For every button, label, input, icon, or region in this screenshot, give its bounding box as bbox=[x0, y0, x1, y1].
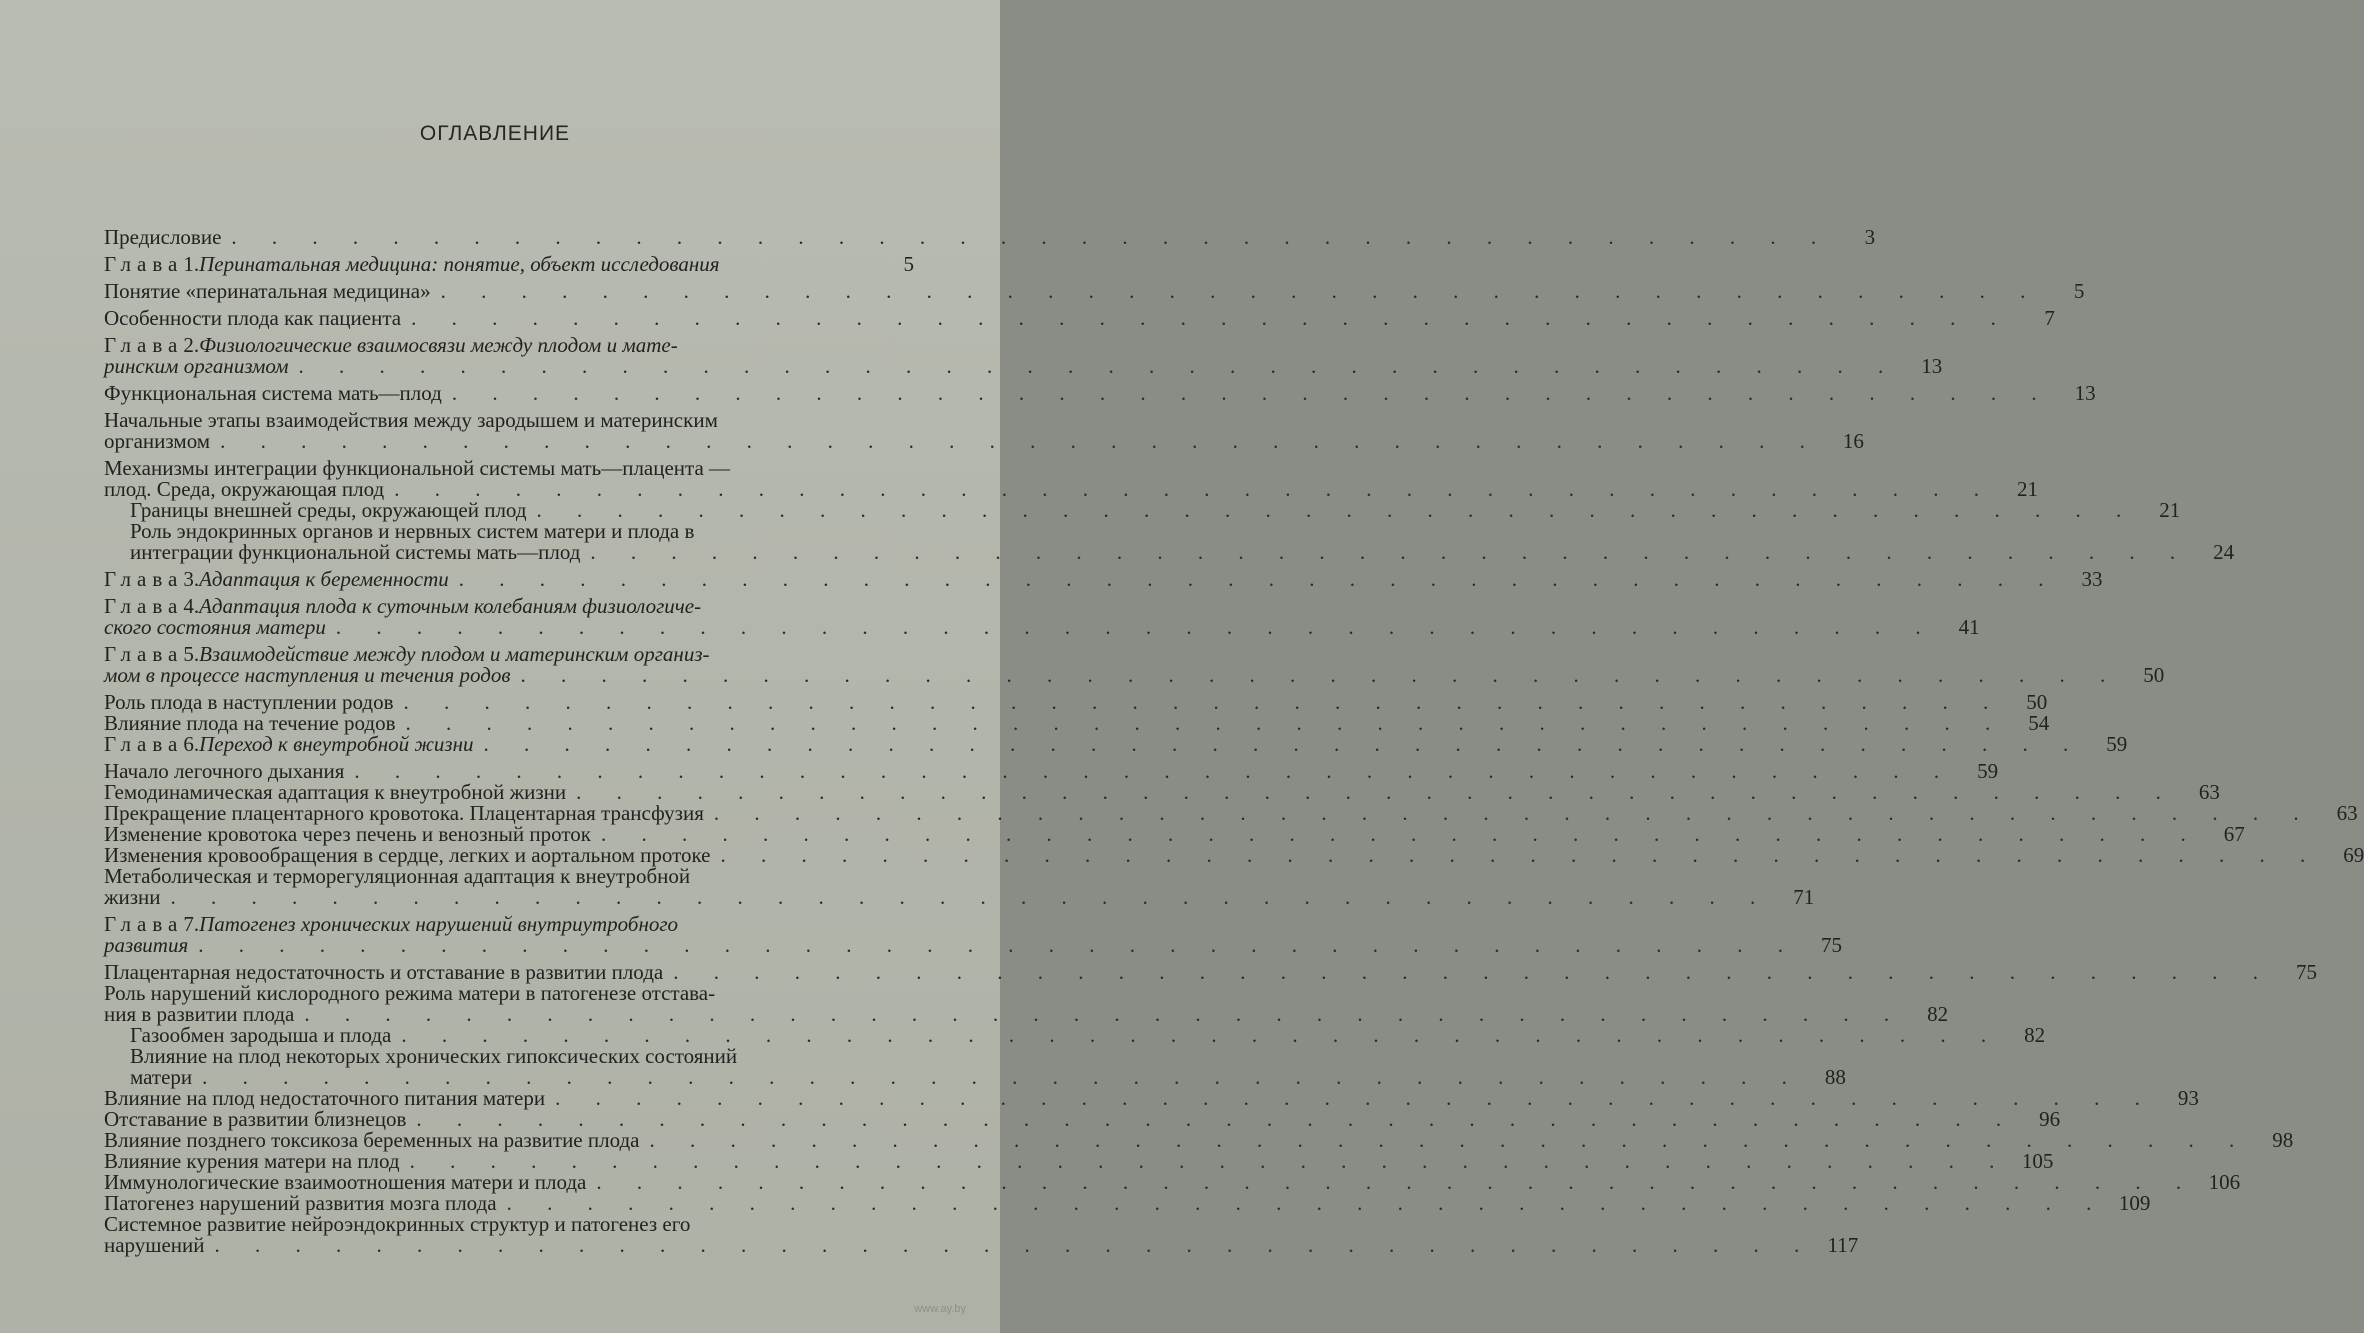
toc-line bbox=[104, 663, 2165, 687]
entry-title-line: Влияние курения матери на плод bbox=[104, 1149, 400, 1173]
entry-title-line: Отставание в развитии близнецов bbox=[104, 1107, 407, 1131]
toc-line bbox=[104, 801, 2358, 825]
chapter-word: Глава bbox=[104, 252, 184, 276]
page-number: 93 bbox=[2177, 1086, 2199, 1110]
toc-entry bbox=[104, 1107, 2061, 1131]
page-number: 75 bbox=[1821, 933, 1842, 957]
entry-title-line: Гемодинамическая адаптация к внеутробной жизни bbox=[104, 780, 567, 804]
entry-title-line: Взаимодействие между плодом и материнским организ- bbox=[199, 642, 710, 666]
entry-title-line: Влияние на плод недостаточного питания матери bbox=[104, 1086, 546, 1110]
entry-title-line: Понятие «перинатальная медицина» bbox=[104, 279, 431, 303]
toc-line bbox=[104, 225, 1876, 249]
page-number: 105 bbox=[2021, 1149, 2054, 1173]
chapter-number: 3. bbox=[183, 567, 200, 591]
toc-line bbox=[104, 498, 2181, 522]
dot-leader: . . . . . . . . . . . . . . . . . . . . . . . . . . . . . . . . . . . . . . . . bbox=[451, 381, 2052, 405]
toc-line bbox=[104, 1149, 2054, 1173]
page-number: 106 bbox=[2208, 1170, 2241, 1194]
dot-leader: . . . . . . . . . . . . . . . . . . . . . . . . . . . . . . . . . . . . . . . . bbox=[354, 759, 1955, 783]
page-number: 54 bbox=[2028, 711, 2050, 735]
chapter-word: Глава bbox=[104, 333, 184, 357]
toc-entry bbox=[104, 306, 2055, 330]
toc-line bbox=[104, 843, 2364, 867]
entry-title-line: Изменения кровообращения в сердце, легких и аортальном протоке bbox=[104, 843, 711, 867]
entry-title-line: Начало легочного дыхания bbox=[104, 759, 345, 783]
page-number: 82 bbox=[2024, 1023, 2046, 1047]
page-number: 5 bbox=[903, 252, 914, 276]
page-number: 109 bbox=[2118, 1191, 2151, 1215]
entry-title-line: Адаптация плода к суточным колебаниям физиологиче- bbox=[199, 594, 702, 618]
entry-title-line: Механизмы интеграции функциональной системы мать—плацента — bbox=[104, 456, 731, 480]
toc-line bbox=[104, 254, 914, 275]
entry-title-line: организмом bbox=[104, 429, 211, 453]
page-number: 59 bbox=[2106, 732, 2128, 756]
dot-leader: . . . . . . . . . . . . . . . . . . . . . . . . . . . . . . . . . . . . . . . . bbox=[555, 1086, 2155, 1110]
page-number: 117 bbox=[1827, 1233, 1859, 1257]
dot-leader: . . . . . . . . . . . . . . . . . . . . . . . . . . . . . . . . . . . . . . . . bbox=[458, 567, 2059, 591]
toc-entry bbox=[104, 690, 2048, 714]
entry-title-line: Влияние плода на течение родов bbox=[104, 711, 396, 735]
entry-title-line: ринским организмом bbox=[104, 354, 289, 378]
entry-title-line: ния в развитии плода bbox=[104, 1002, 295, 1026]
entry-title-line: развития bbox=[104, 933, 189, 957]
toc-line bbox=[104, 306, 2055, 330]
toc-line bbox=[104, 690, 2048, 714]
page-number: 33 bbox=[2081, 567, 2103, 591]
toc-line bbox=[104, 1065, 1846, 1089]
toc-line bbox=[104, 1128, 2294, 1152]
dot-leader: . . . . . . . . . . . . . . . . . . . . . . . . . . . . . . . . . . . . . . . . bbox=[506, 1191, 2107, 1215]
chapter-word: Глава bbox=[104, 567, 184, 591]
dot-leader: . . . . . . . . . . . . . . . . . . . . . . . . . . . . . . . . . . . . . . . . bbox=[411, 306, 2011, 330]
dot-leader: . . . . . . . . . . . . . . . . . . . . . . . . . . . . . . . . . . . . . . . . bbox=[202, 1065, 1802, 1089]
page-number: 13 bbox=[1921, 354, 1943, 378]
page-number: 7 bbox=[2044, 306, 2055, 330]
table-of-contents bbox=[104, 225, 2364, 1257]
toc-entry bbox=[104, 864, 1815, 909]
page-number: 21 bbox=[2159, 498, 2181, 522]
dot-leader: . . . . . . . . . . . . . . . . . . . . . . . . . . . . . . . . . . . . . . . . bbox=[198, 933, 1798, 957]
chapter-word: Глава bbox=[104, 594, 184, 618]
dot-leader: . . . . . . . . . . . . . . . . . . . . . . . . . . . . . . . . . . . . . . . . bbox=[673, 960, 2273, 984]
toc-line bbox=[104, 780, 2220, 804]
dot-leader: . . . . . . . . . . . . . . . . . . . . . . . . . . . . . . . . . . . . . . . . bbox=[590, 540, 2191, 564]
page-number: 16 bbox=[1842, 429, 1864, 453]
toc-entry bbox=[104, 960, 2317, 984]
entry-title-line: Предисловие bbox=[104, 225, 222, 249]
toc-line bbox=[104, 1233, 1859, 1257]
chapter-word: Глава bbox=[104, 732, 184, 756]
dot-leader: . . . . . . . . . . . . . . . . . . . . . . . . . . . . . . . . . . . . . . . . bbox=[483, 732, 2084, 756]
entry-title-line: интеграции функциональной системы мать—плод bbox=[130, 540, 581, 564]
entry-title-line: Патогенез хронических нарушений внутриутробного bbox=[199, 912, 679, 936]
entry-title-line: Прекращение плацентарного кровотока. Плацентарная трансфузия bbox=[104, 801, 704, 825]
entry-title-line: нарушений bbox=[104, 1233, 205, 1257]
entry-title-line: Влияние на плод некоторых хронических гипоксических состояний bbox=[130, 1044, 738, 1068]
toc-line bbox=[104, 644, 914, 665]
toc-chapter-entry bbox=[104, 594, 1980, 639]
entry-title-line: Влияние позднего токсикоза беременных на развитие плода bbox=[104, 1128, 640, 1152]
dot-leader: . . . . . . . . . . . . . . . . . . . . . . . . . . . . . . . . . . . . . . . . bbox=[649, 1128, 2250, 1152]
toc-line bbox=[104, 1023, 2046, 1047]
toc-entry bbox=[104, 822, 2245, 846]
toc-line bbox=[104, 381, 2096, 405]
dot-leader: . . . . . . . . . . . . . . . . . . . . . . . . . . . . . . . . . . . . . . . . bbox=[304, 1002, 1905, 1026]
dot-leader: . . . . . . . . . . . . . . . . . . . . . . . . . . . . . . . . . . . . . . . . bbox=[231, 225, 1832, 249]
page-number: 3 bbox=[1864, 225, 1876, 249]
toc-line bbox=[104, 521, 914, 542]
chapter-number: 5. bbox=[183, 642, 200, 666]
toc-entry bbox=[104, 519, 2235, 564]
toc-entry bbox=[104, 279, 2085, 303]
chapter-word: Глава bbox=[104, 642, 184, 666]
toc-line bbox=[104, 1107, 2061, 1131]
dot-leader: . . . . . . . . . . . . . . . . . . . . . . . . . . . . . . . . . . . . . . . . bbox=[403, 690, 2004, 714]
toc-entry bbox=[104, 1191, 2151, 1215]
page-number: 5 bbox=[2073, 279, 2085, 303]
page-number: 67 bbox=[2223, 822, 2245, 846]
dot-leader: . . . . . . . . . . . . . . . . . . . . . . . . . . . . . . . . . . . . . . . . bbox=[520, 663, 2121, 687]
entry-title-line: Газообмен зародыша и плода bbox=[130, 1023, 392, 1047]
dot-leader: . . . . . . . . . . . . . . . . . . . . . . . . . . . . . . . . . . . . . . . . bbox=[170, 885, 1771, 909]
toc-entry bbox=[104, 1128, 2294, 1152]
dot-leader: . . . . . . . . . . . . . . . . . . . . . . . . . . . . . . . . . . . . . . . . bbox=[409, 1149, 2010, 1173]
page-number: 50 bbox=[2026, 690, 2048, 714]
toc-entry bbox=[104, 801, 2358, 825]
dot-leader: . . . . . . . . . . . . . . . . . . . . . . . . . . . . . . . . . . . . . . . . bbox=[720, 843, 2321, 867]
entry-title-line: Адаптация к беременности bbox=[199, 567, 449, 591]
page-number: 88 bbox=[1824, 1065, 1846, 1089]
toc-entry bbox=[104, 1086, 2199, 1110]
toc-line bbox=[104, 759, 1999, 783]
toc-line bbox=[104, 1002, 1949, 1026]
toc-chapter-entry bbox=[104, 732, 2128, 756]
entry-title-line: жизни bbox=[104, 885, 161, 909]
toc-line bbox=[104, 596, 914, 617]
dot-leader: . . . . . . . . . . . . . . . . . . . . . . . . . . . . . . . . . . . . . . . . bbox=[220, 429, 1820, 453]
entry-title-line: плод. Среда, окружающая плод bbox=[104, 477, 385, 501]
entry-title-line: Иммунологические взаимоотношения матери и плода bbox=[104, 1170, 587, 1194]
toc-chapter-entry bbox=[104, 254, 914, 275]
entry-title-line: Роль эндокринных органов и нервных систем матери и плода в bbox=[130, 519, 695, 543]
toc-entry bbox=[104, 843, 2364, 867]
page-number: 24 bbox=[2213, 540, 2235, 564]
chapter-number: 7. bbox=[183, 912, 200, 936]
toc-line bbox=[104, 567, 2103, 591]
page-title: ОГЛАВЛЕНИЕ bbox=[419, 122, 571, 145]
toc-line bbox=[104, 410, 914, 431]
toc-entry bbox=[104, 759, 1999, 783]
chapter-number: 2. bbox=[183, 333, 200, 357]
entry-title-line: Системное развитие нейроэндокринных структур и патогенез его bbox=[104, 1212, 691, 1236]
toc-line bbox=[104, 335, 914, 356]
toc-chapter-entry bbox=[104, 912, 1842, 957]
page-number: 41 bbox=[1958, 615, 1980, 639]
dot-leader: . . . . . . . . . . . . . . . . . . . . . . . . . . . . . . . . . . . . . . . . bbox=[536, 498, 2137, 522]
toc-line bbox=[104, 1046, 914, 1067]
toc-chapter-entry bbox=[104, 333, 1943, 378]
chapter-word: Глава bbox=[104, 912, 184, 936]
dot-leader: . . . . . . . . . . . . . . . . . . . . . . . . . . . . . . . . . . . . . . . . bbox=[416, 1107, 2017, 1131]
dot-leader: . . . . . . . . . . . . . . . . . . . . . . . . . . . . . . . . . . . . . . . . bbox=[576, 780, 2176, 804]
page-number: 75 bbox=[2295, 960, 2317, 984]
toc-line bbox=[104, 983, 914, 1004]
toc-line bbox=[104, 732, 2128, 756]
page-number: 63 bbox=[2198, 780, 2220, 804]
dot-leader: . . . . . . . . . . . . . . . . . . . . . . . . . . . . . . . . . . . . . . . . bbox=[596, 1170, 2197, 1194]
page-number: 96 bbox=[2039, 1107, 2061, 1131]
page-number: 63 bbox=[2336, 801, 2358, 825]
dot-leader: . . . . . . . . . . . . . . . . . . . . . . . . . . . . . . . . . . . . . . . . bbox=[713, 801, 2314, 825]
toc-line bbox=[104, 822, 2245, 846]
toc-line bbox=[104, 1086, 2199, 1110]
toc-line bbox=[104, 866, 914, 887]
page-number: 69 bbox=[2343, 843, 2364, 867]
dot-leader: . . . . . . . . . . . . . . . . . . . . . . . . . . . . . . . . . . . . . . . . bbox=[298, 354, 1899, 378]
dot-leader: . . . . . . . . . . . . . . . . . . . . . . . . . . . . . . . . . . . . . . . . bbox=[600, 822, 2201, 846]
toc-entry bbox=[104, 1023, 2046, 1047]
toc-entry bbox=[104, 1044, 1846, 1089]
entry-title-line: матери bbox=[130, 1065, 193, 1089]
page-number: 21 bbox=[2016, 477, 2038, 501]
page-number: 50 bbox=[2143, 663, 2165, 687]
page-number: 98 bbox=[2272, 1128, 2294, 1152]
toc-chapter-entry bbox=[104, 567, 2103, 591]
watermark: www.ay.by bbox=[914, 1303, 966, 1315]
toc-line bbox=[104, 458, 914, 479]
toc-entry bbox=[104, 780, 2220, 804]
toc-line bbox=[104, 1191, 2151, 1215]
toc-line bbox=[104, 354, 1943, 378]
dot-leader: . . . . . . . . . . . . . . . . . . . . . . . . . . . . . . . . . . . . . . . . bbox=[401, 1023, 2002, 1047]
entry-title-line: Патогенез нарушений развития мозга плода bbox=[104, 1191, 497, 1215]
page-number: 82 bbox=[1927, 1002, 1949, 1026]
page-number: 13 bbox=[2074, 381, 2096, 405]
chapter-number: 1. bbox=[183, 252, 200, 276]
entry-title-line: Функциональная система мать—плод bbox=[104, 381, 442, 405]
entry-title-line: Физиологические взаимосвязи между плодом и мате- bbox=[199, 333, 678, 357]
dot-leader: . . . . . . . . . . . . . . . . . . . . . . . . . . . . . . . . . . . . . . . . bbox=[335, 615, 1936, 639]
chapter-number: 4. bbox=[183, 594, 200, 618]
toc-line bbox=[104, 477, 2038, 501]
dot-leader: . . . . . . . . . . . . . . . . . . . . . . . . . . . . . . . . . . . . . . . . bbox=[214, 1233, 1815, 1257]
entry-title-line: Изменение кровотока через печень и венозный проток bbox=[104, 822, 591, 846]
entry-title-line: Метаболическая и терморегуляционная адаптация к внеутробной bbox=[104, 864, 691, 888]
toc-line bbox=[104, 933, 1842, 957]
toc-entry bbox=[104, 711, 2050, 735]
entry-title-line: Роль нарушений кислородного режима матери в патогенезе отстава- bbox=[104, 981, 716, 1005]
toc-line bbox=[104, 885, 1815, 909]
entry-title-line: Особенности плода как пациента bbox=[104, 306, 402, 330]
toc-line bbox=[104, 615, 1980, 639]
dot-leader: . . . . . . . . . . . . . . . . . . . . . . . . . . . . . . . . . . . . . . . . bbox=[394, 477, 1994, 501]
entry-title-line: Начальные этапы взаимодействия между зародышем и материнским bbox=[104, 408, 718, 432]
toc-entry bbox=[104, 981, 1949, 1026]
toc-entry bbox=[104, 1149, 2054, 1173]
toc-line bbox=[104, 429, 1864, 453]
toc-chapter-entry bbox=[104, 642, 2165, 687]
toc-line bbox=[104, 1214, 914, 1235]
toc-line bbox=[104, 960, 2317, 984]
toc-entry bbox=[104, 408, 1864, 453]
entry-title-line: Роль плода в наступлении родов bbox=[104, 690, 394, 714]
entry-title-line: Перинатальная медицина: понятие, объект исследования bbox=[199, 252, 720, 276]
entry-title-line: мом в процессе наступления и течения родов bbox=[104, 663, 511, 687]
chapter-number: 6. bbox=[183, 732, 200, 756]
toc-entry bbox=[104, 225, 1876, 249]
toc-entry bbox=[104, 498, 2181, 522]
toc-line bbox=[104, 914, 914, 935]
toc-line bbox=[104, 540, 2235, 564]
toc-line bbox=[104, 1170, 2241, 1194]
page-number: 59 bbox=[1977, 759, 1999, 783]
toc-entry bbox=[104, 1212, 1859, 1257]
toc-entry bbox=[104, 456, 2038, 501]
entry-title-line: Границы внешней среды, окружающей плод bbox=[130, 498, 527, 522]
toc-entry bbox=[104, 1170, 2241, 1194]
entry-title-line: ского состояния матери bbox=[104, 615, 326, 639]
toc-line bbox=[104, 279, 2085, 303]
toc-line bbox=[104, 711, 2050, 735]
dot-leader: . . . . . . . . . . . . . . . . . . . . . . . . . . . . . . . . . . . . . . . . bbox=[440, 279, 2041, 303]
entry-title-line: Переход к внеутробной жизни bbox=[199, 732, 474, 756]
toc-entry bbox=[104, 381, 2096, 405]
page-number: 71 bbox=[1793, 885, 1815, 909]
dot-leader: . . . . . . . . . . . . . . . . . . . . . . . . . . . . . . . . . . . . . . . . bbox=[405, 711, 2006, 735]
entry-title-line: Плацентарная недостаточность и отставание в развитии плода bbox=[104, 960, 664, 984]
